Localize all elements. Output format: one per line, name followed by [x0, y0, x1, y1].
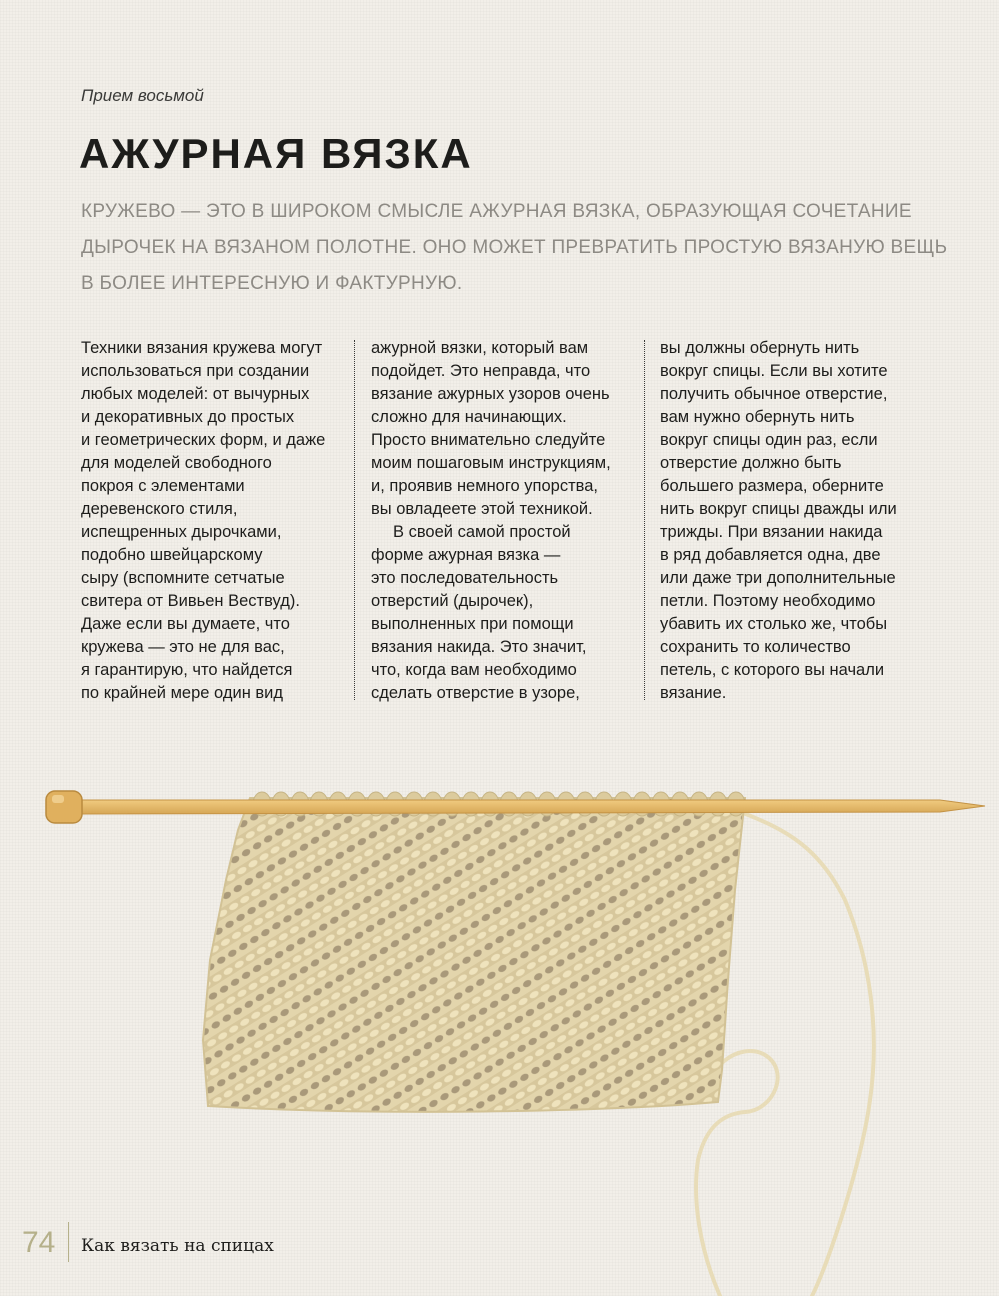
body-column-3	[660, 337, 897, 705]
body-line: Даже если вы думаете, что	[81, 615, 290, 633]
body-line: или даже три дополнительные	[660, 569, 896, 587]
body-line: петли. Поэтому необходимо	[660, 592, 876, 610]
footer-divider	[68, 1222, 69, 1262]
body-line: что, когда вам необходимо	[371, 661, 577, 679]
body-line: вокруг спицы один раз, если	[660, 431, 878, 449]
lead-line: В БОЛЕЕ ИНТЕРЕСНУЮ И ФАКТУРНУЮ.	[81, 273, 463, 294]
body-line: любых моделей: от вычурных	[81, 385, 310, 403]
body-line: убавить их столько же, чтобы	[660, 615, 888, 633]
body-line: вязания накида. Это значит,	[371, 638, 587, 656]
column-divider	[644, 340, 645, 700]
body-line: вязание ажурных узоров очень	[371, 385, 610, 403]
body-line: вы овладеете этой техникой.	[371, 500, 593, 518]
book-title: Как вязать на спицах	[81, 1236, 274, 1256]
body-line: ажурной вязки, который вам	[371, 339, 589, 357]
body-line: нить вокруг спицы дважды или	[660, 500, 897, 518]
lace-swatch	[203, 798, 745, 1112]
body-line: выполненных при помощи	[371, 615, 574, 633]
body-line: В своей самой простой	[393, 523, 571, 541]
body-line: и, проявив немного упорства,	[371, 477, 598, 495]
body-line: кружева — это не для вас,	[81, 638, 285, 656]
body-line: испещренных дырочками,	[81, 523, 282, 541]
body-line: Техники вязания кружева могут	[81, 339, 323, 357]
body-line: вы должны обернуть нить	[660, 339, 860, 357]
body-column-2	[371, 337, 611, 705]
knitting-swatch-photo	[0, 740, 999, 1296]
body-line: большего размера, оберните	[660, 477, 884, 495]
page-title: АЖУРНАЯ ВЯЗКА	[79, 130, 473, 177]
body-line: деревенского стиля,	[81, 500, 238, 518]
body-line: я гарантирую, что найдется	[81, 661, 293, 679]
body-line: и геометрических форм, и даже	[81, 431, 326, 449]
body-line: отверстие должно быть	[660, 454, 842, 472]
body-line: вам нужно обернуть нить	[660, 408, 855, 426]
lead-line: КРУЖЕВО — ЭТО В ШИРОКОМ СМЫСЛЕ АЖУРНАЯ ВЯЗКА, ОБРАЗУЮЩАЯ СОЧЕТАНИЕ	[81, 201, 912, 222]
body-line: подобно швейцарскому	[81, 546, 263, 564]
lead-paragraph	[81, 194, 948, 302]
body-line: вязание.	[660, 684, 727, 702]
body-line: форме ажурная вязка —	[371, 546, 561, 564]
body-line: сложно для начинающих.	[371, 408, 567, 426]
body-line: сохранить то количество	[660, 638, 851, 656]
lead-line: ДЫРОЧЕК НА ВЯЗАНОМ ПОЛОТНЕ. ОНО МОЖЕТ ПРЕВРАТИТЬ ПРОСТУЮ ВЯЗАНУЮ ВЕЩЬ	[81, 237, 948, 258]
body-line: для моделей свободного	[81, 454, 272, 472]
chapter-kicker: Прием восьмой	[81, 86, 204, 105]
body-line: моим пошаговым инструкциям,	[371, 454, 611, 472]
body-line: это последовательность	[371, 569, 559, 587]
body-line: подойдет. Это неправда, что	[371, 362, 591, 380]
body-line: использоваться при создании	[81, 362, 310, 380]
body-line: сыру (вспомните сетчатые	[81, 569, 285, 587]
body-line: трижды. При вязании накида	[660, 523, 883, 541]
knitting-needle	[78, 800, 985, 814]
page-number: 74	[22, 1226, 56, 1259]
body-line: получить обычное отверстие,	[660, 385, 888, 403]
body-line: по крайней мере один вид	[81, 684, 283, 702]
body-line: сделать отверстие в узоре,	[371, 684, 580, 702]
body-line: в ряд добавляется одна, две	[660, 546, 881, 564]
body-column-1	[81, 337, 325, 705]
body-line: вокруг спицы. Если вы хотите	[660, 362, 888, 380]
body-line: свитера от Вивьен Вествуд).	[81, 592, 300, 610]
body-line: Просто внимательно следуйте	[371, 431, 606, 449]
body-line: отверстий (дырочек),	[371, 592, 534, 610]
body-line: покроя с элементами	[81, 477, 245, 495]
body-line: и декоративных до простых	[81, 408, 295, 426]
column-divider	[354, 340, 355, 700]
body-line: петель, с которого вы начали	[660, 661, 885, 679]
needle-knob	[46, 791, 82, 823]
